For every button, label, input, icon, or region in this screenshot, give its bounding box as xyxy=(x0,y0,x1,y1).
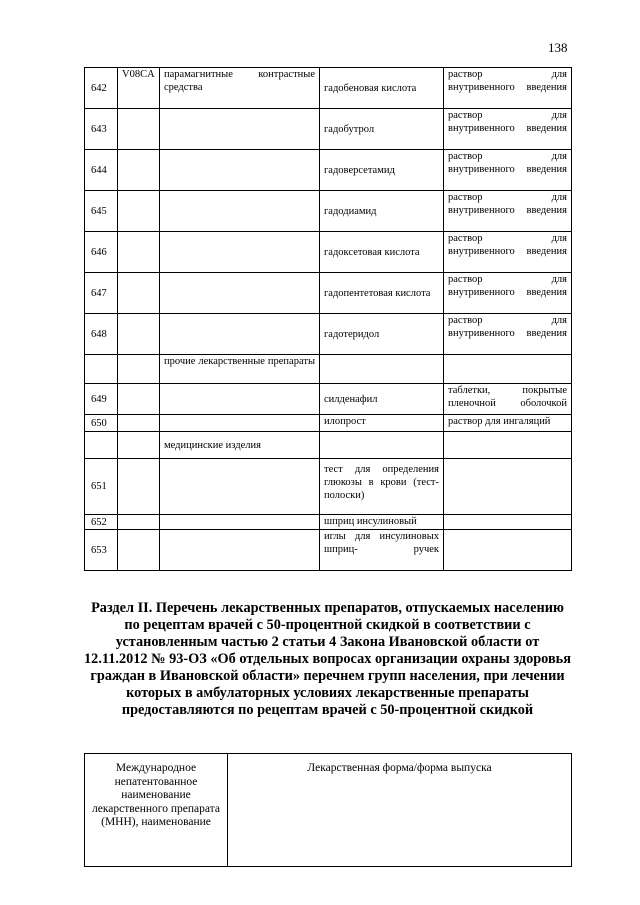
table-row xyxy=(85,232,572,273)
dosage-form: раствор для внутривенного введения xyxy=(444,314,572,355)
group-name xyxy=(160,232,320,273)
row-number: 644 xyxy=(85,150,118,191)
dosage-form: раствор для внутривенного введения xyxy=(444,109,572,150)
drug-name: силденафил xyxy=(320,384,444,415)
dosage-form: раствор для внутривенного введения xyxy=(444,150,572,191)
table-row xyxy=(85,384,572,415)
drug-name: иглы для инсулиновых шприц- ручек xyxy=(320,530,444,571)
section-header-table xyxy=(84,753,572,867)
row-number: 651 xyxy=(85,459,118,515)
table-row xyxy=(85,515,572,530)
table-row xyxy=(85,150,572,191)
atc-code xyxy=(118,355,160,384)
dosage-form xyxy=(444,459,572,515)
group-name xyxy=(160,384,320,415)
drug-name xyxy=(320,432,444,459)
group-name xyxy=(160,415,320,432)
drug-table xyxy=(84,67,572,571)
dosage-form: раствор для внутривенного введения xyxy=(444,232,572,273)
table-row xyxy=(85,109,572,150)
row-number: 647 xyxy=(85,273,118,314)
atc-code xyxy=(118,384,160,415)
table-row xyxy=(85,415,572,432)
row-number: 646 xyxy=(85,232,118,273)
drug-name: шприц инсулиновый xyxy=(320,515,444,530)
drug-name: гадопентетовая кислота xyxy=(320,273,444,314)
atc-code xyxy=(118,150,160,191)
group-name xyxy=(160,150,320,191)
atc-code xyxy=(118,515,160,530)
dosage-form: раствор для внутривенного введения xyxy=(444,68,572,109)
table-row xyxy=(85,432,572,459)
table-row xyxy=(85,530,572,571)
row-number: 645 xyxy=(85,191,118,232)
section-title: Раздел II. Перечень лекарственных препаратов, отпускаемых населению по рецептам врачей с 50-процентной скидкой в соответствии с установленным частью 2 статьи 4 Закона Ивановской области от 12.11.2012 № 93-ОЗ «Об отдельных вопросах организации охраны здоровья граждан в Ивановской области» перечнем групп населения, при лечении которых в амбулаторных условиях лекарственные препараты предоставляются по рецептам врачей с 50-процентной скидкой xyxy=(84,600,571,718)
dosage-form: раствор для внутривенного введения xyxy=(444,191,572,232)
column-header-inn: Международное непатентованное наименование лекарственного препарата (МНН), наименование xyxy=(85,754,228,867)
row-number: 648 xyxy=(85,314,118,355)
drug-name: гадобеновая кислота xyxy=(320,68,444,109)
row-number xyxy=(85,432,118,459)
row-number: 650 xyxy=(85,415,118,432)
atc-code xyxy=(118,191,160,232)
dosage-form xyxy=(444,432,572,459)
drug-name: гадобутрол xyxy=(320,109,444,150)
table-header-row xyxy=(85,754,572,867)
atc-code xyxy=(118,459,160,515)
atc-code xyxy=(118,273,160,314)
group-name: прочие лекарственные препараты xyxy=(160,355,320,384)
drug-name xyxy=(320,355,444,384)
page-number: 138 xyxy=(548,40,568,55)
drug-name: гадоверсетамид xyxy=(320,150,444,191)
row-number: 643 xyxy=(85,109,118,150)
row-number: 652 xyxy=(85,515,118,530)
dosage-form xyxy=(444,515,572,530)
group-name xyxy=(160,459,320,515)
row-number: 642 xyxy=(85,68,118,109)
dosage-form xyxy=(444,530,572,571)
group-name xyxy=(160,515,320,530)
atc-code: V08CA xyxy=(118,68,160,109)
atc-code xyxy=(118,530,160,571)
atc-code xyxy=(118,415,160,432)
dosage-form: раствор для внутривенного введения xyxy=(444,273,572,314)
row-number: 653 xyxy=(85,530,118,571)
group-name xyxy=(160,530,320,571)
table-row xyxy=(85,273,572,314)
dosage-form xyxy=(444,355,572,384)
atc-code xyxy=(118,109,160,150)
dosage-form: таблетки, покрытые пленочной оболочкой xyxy=(444,384,572,415)
group-name xyxy=(160,109,320,150)
group-name: медицинские изделия xyxy=(160,432,320,459)
table-row xyxy=(85,459,572,515)
group-name: парамагнитные контрастные средства xyxy=(160,68,320,109)
column-header-form: Лекарственная форма/форма выпуска xyxy=(228,754,572,867)
table-row xyxy=(85,68,572,109)
table-row xyxy=(85,355,572,384)
dosage-form: раствор для ингаляций xyxy=(444,415,572,432)
table-row xyxy=(85,191,572,232)
atc-code xyxy=(118,432,160,459)
drug-name: илопрост xyxy=(320,415,444,432)
group-name xyxy=(160,273,320,314)
drug-name: гадотеридол xyxy=(320,314,444,355)
group-name xyxy=(160,191,320,232)
row-number: 649 xyxy=(85,384,118,415)
atc-code xyxy=(118,232,160,273)
table-row xyxy=(85,314,572,355)
atc-code xyxy=(118,314,160,355)
group-name xyxy=(160,314,320,355)
drug-name: гадодиамид xyxy=(320,191,444,232)
drug-name: гадоксетовая кислота xyxy=(320,232,444,273)
drug-name: тест для определения глюкозы в крови (тест-полоски) xyxy=(320,459,444,515)
row-number xyxy=(85,355,118,384)
